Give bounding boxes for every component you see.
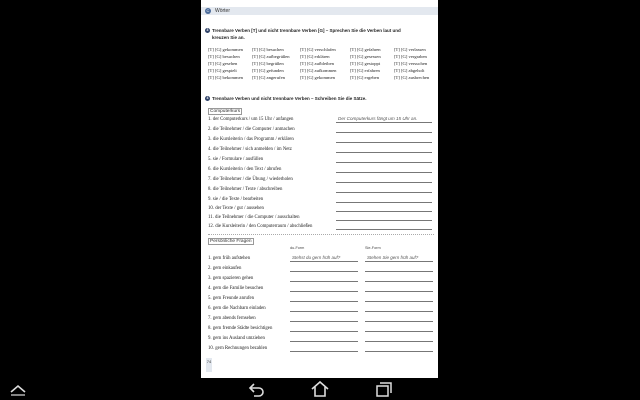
question-prompt: 6. gern die Nachbarn einladen: [208, 306, 266, 311]
grid-cell: [T] [G] bekommen: [208, 75, 243, 80]
question-prompt: 7. gern abends fernsehen: [208, 316, 256, 321]
item-prompt: 3. die Kursleiterin / das Programm / erklären: [208, 137, 294, 142]
grid-cell: [T] [G] gefahren: [350, 47, 381, 52]
section-badge: C: [206, 8, 210, 13]
exercise-item: [208, 167, 434, 173]
du-line[interactable]: [290, 271, 358, 272]
page-number: 74: [206, 358, 212, 372]
chevron-up-icon[interactable]: [6, 378, 30, 400]
sie-answer: Stehen Sie gern früh auf?: [367, 255, 419, 260]
item-prompt: 12. die Kursleiterin / den Computerraum / abschließen: [208, 224, 313, 229]
answer-line[interactable]: [336, 192, 432, 193]
question-prompt: 5. gern Freunde anrufen: [208, 296, 255, 301]
question-prompt: 4. gern die Familie besuchen: [208, 286, 264, 291]
exercise-3-title: Trennbare Verben [T] und nicht trennbare Verben [G] – Sprechen Sie die Verben laut und: [212, 28, 401, 33]
section-title: Wörter: [215, 8, 230, 14]
grid-cell: [T] [G] angerufen: [252, 75, 285, 80]
question-item: [208, 326, 434, 332]
du-form-header: du-Form: [290, 246, 305, 250]
answer-line[interactable]: [336, 122, 432, 123]
home-icon[interactable]: [308, 378, 332, 400]
du-line[interactable]: [290, 291, 358, 292]
computerkurs-label: Computerkurs: [210, 109, 241, 114]
question-prompt: 1. gern früh aufstehen: [208, 256, 251, 261]
question-item: [208, 276, 434, 282]
grid-cell: [T] [G] versuchen: [394, 61, 428, 66]
answer-line[interactable]: [336, 211, 432, 212]
exercise-4-number: 4: [206, 96, 209, 101]
du-line[interactable]: [290, 261, 358, 262]
question-item: [208, 316, 434, 322]
item-prompt: 11. die Teilnehmer / die Computer / ausschalten: [208, 215, 300, 220]
question-prompt: 3. gern spazieren gehen: [208, 276, 254, 281]
sie-line[interactable]: [365, 291, 433, 292]
grid-cell: [T] [G] verschlafen: [300, 47, 336, 52]
sie-line[interactable]: [365, 271, 433, 272]
sie-line[interactable]: [365, 301, 433, 302]
answer-line[interactable]: [336, 152, 432, 153]
grid-cell: [T] [G] gekommen: [208, 47, 243, 52]
grid-cell: [T] [G] ergeben: [350, 75, 379, 80]
item-answer: Der Computerkurs fängt um 15 Uhr an.: [338, 116, 418, 121]
item-prompt: 7. die Teilnehmer / die Übung / wiederholen: [208, 177, 293, 182]
exercise-item: [208, 187, 434, 193]
grid-cell: [T] [G] aufbegrüßen: [252, 54, 290, 59]
du-line[interactable]: [290, 341, 358, 342]
grid-cell: [T] [G] erklären: [300, 54, 330, 59]
question-item: [208, 266, 434, 272]
exercise-item: [208, 197, 434, 203]
persoenliche-fragen-label: Persönliche Fragen: [210, 239, 252, 244]
du-answer: Stehst du gern früh auf?: [292, 255, 341, 260]
item-prompt: 10. der Texte / gut / aussehen: [208, 206, 264, 211]
question-item: [208, 256, 434, 262]
exercise-item: [208, 206, 434, 212]
grid-cell: [T] [G] gesessen: [350, 54, 381, 59]
answer-line[interactable]: [336, 182, 432, 183]
grid-cell: [T] [G] verlassen: [394, 47, 426, 52]
exercise-item: [208, 147, 434, 153]
exercise-item: [208, 117, 434, 123]
item-prompt: 6. die Kursleiterin / den Text / abrufen: [208, 167, 282, 172]
grid-cell: [T] [G] erfahren: [350, 68, 380, 73]
answer-line[interactable]: [336, 172, 432, 173]
answer-line[interactable]: [336, 229, 432, 230]
item-prompt: 2. die Teilnehmer / die Computer / anmachen: [208, 127, 295, 132]
question-item: [208, 306, 434, 312]
exercise-item: [208, 215, 434, 221]
sie-line[interactable]: [365, 261, 433, 262]
question-item: [208, 286, 434, 292]
answer-line[interactable]: [336, 142, 432, 143]
grid-cell: [T] [G] gekommen: [300, 75, 335, 80]
answer-line[interactable]: [336, 202, 432, 203]
item-prompt: 9. sie / die Texte / bearbeiten: [208, 197, 264, 202]
grid-cell: [T] [G] aufbleiben: [300, 61, 334, 66]
item-prompt: 5. sie / Formulare / ausfüllen: [208, 157, 264, 162]
navigation-bar: [0, 378, 640, 400]
exercise-item: [208, 157, 434, 163]
grid-cell: [T] [G] ausbrechen: [394, 75, 430, 80]
exercise-3-subtitle: kreuzen Sie an.: [212, 35, 245, 40]
document-page: [201, 0, 438, 378]
du-line[interactable]: [290, 311, 358, 312]
page-header: [201, 7, 438, 15]
exercise-item: [208, 127, 434, 133]
sie-line[interactable]: [365, 341, 433, 342]
sie-form-header: Sie-Form: [365, 246, 381, 250]
question-prompt: 9. gern ins Ausland umziehen: [208, 336, 265, 341]
grid-cell: [T] [G] gespielt: [208, 68, 237, 73]
grid-cell: [T] [G] vergraben: [394, 54, 427, 59]
item-prompt: 8. die Teilnehmer / Texte / abschreiben: [208, 187, 283, 192]
exercise-3-number: 3: [206, 28, 209, 33]
question-prompt: 8. gern fremde Städte besichtigen: [208, 326, 273, 331]
du-line[interactable]: [290, 351, 358, 352]
sie-line[interactable]: [365, 281, 433, 282]
du-line[interactable]: [290, 301, 358, 302]
sie-line[interactable]: [365, 351, 433, 352]
answer-line[interactable]: [336, 132, 432, 133]
question-prompt: 10. gern Rechnungen bezahlen: [208, 346, 268, 351]
du-line[interactable]: [290, 321, 358, 322]
du-line[interactable]: [290, 331, 358, 332]
item-prompt: 1. der Computerkurs / um 15 Uhr / anfangen: [208, 117, 294, 122]
grid-cell: [T] [G] besuchen: [208, 54, 240, 59]
question-item: [208, 336, 434, 342]
answer-line[interactable]: [336, 220, 432, 221]
question-item: [208, 296, 434, 302]
section-divider: [208, 234, 434, 235]
answer-line[interactable]: [336, 162, 432, 163]
grid-cell: [T] [G] gefunden: [252, 68, 284, 73]
du-line[interactable]: [290, 281, 358, 282]
grid-cell: [T] [G] aufkommen: [300, 68, 337, 73]
exercise-item: [208, 137, 434, 143]
grid-cell: [T] [G] abgeholt: [394, 68, 425, 73]
sie-line[interactable]: [365, 311, 433, 312]
grid-cell: [T] [G] besuchen: [252, 47, 284, 52]
grid-cell: [T] [G] gestoppt: [350, 61, 381, 66]
exercise-item: [208, 177, 434, 183]
recents-icon[interactable]: [372, 378, 396, 400]
back-icon[interactable]: [244, 378, 268, 400]
sie-line[interactable]: [365, 321, 433, 322]
question-item: [208, 346, 434, 352]
exercise-4-heading: [205, 96, 367, 101]
sie-line[interactable]: [365, 331, 433, 332]
exercise-3-heading: [205, 28, 401, 33]
grid-cell: [T] [G] gesehen: [208, 61, 238, 66]
grid-cell: [T] [G] begrüßen: [252, 61, 284, 66]
item-prompt: 4. die Teilnehmer / sich anmelden / im Netz: [208, 147, 292, 152]
exercise-item: [208, 224, 434, 230]
exercise-4-title: Trennbare Verben und nicht trennbare Verben – Schreiben Sie die Sätze.: [212, 96, 367, 101]
question-prompt: 2. gern einkaufen: [208, 266, 242, 271]
